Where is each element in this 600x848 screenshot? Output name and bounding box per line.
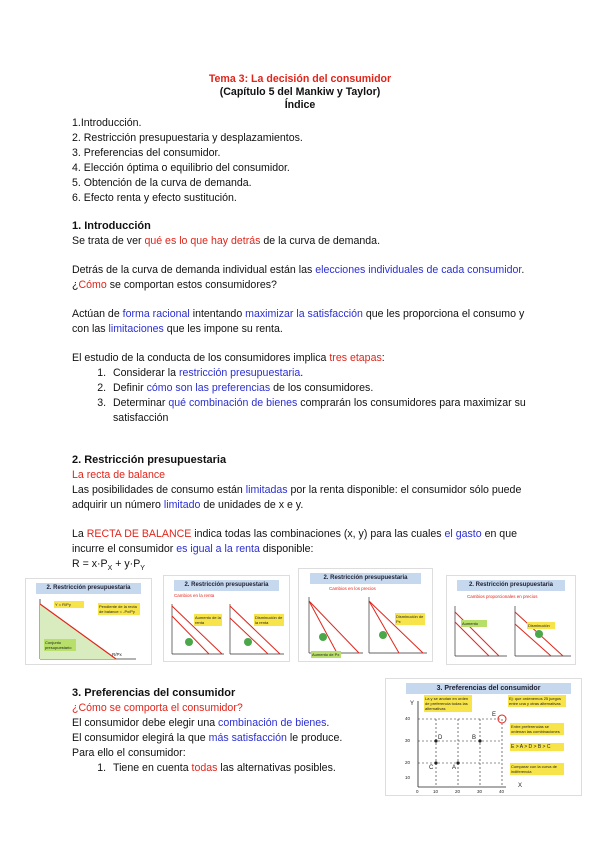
slide-note: Aumento de Px: [312, 652, 340, 657]
x-tick: 10: [433, 789, 439, 794]
steps-list: [72, 761, 372, 776]
index-list: [72, 116, 542, 206]
point-label: A: [452, 765, 457, 771]
y-tick: 10: [405, 775, 411, 780]
slide-thumbnail: [25, 578, 152, 665]
slide-note: Ej: que ordenemos 25 juegos entre una y otras alternativas: [508, 695, 566, 707]
y-tick: 20: [405, 760, 411, 765]
x-tick: 30: [477, 789, 483, 794]
paragraph: ¿Cómo se comportan estos consumidores?: [72, 279, 277, 291]
index-item: 1.Introducción.: [72, 117, 142, 129]
x-axis-label: X: [518, 783, 523, 789]
index-item: 2. Restricción presupuestaria y desplazamientos.: [72, 132, 303, 144]
point-label: D: [438, 735, 443, 741]
paragraph: Las posibilidades de consumo están limitadas por la renta disponible: el consumidor sólo puede adquirir un número limitado de unidades de x e y.: [72, 484, 522, 511]
steps-list: [72, 366, 542, 426]
section-subheading: ¿Cómo se comporta el consumidor?: [72, 702, 243, 714]
section-preferencias: [72, 686, 372, 776]
slide-caption: Cambios en la renta: [174, 593, 215, 598]
slide-title: 2. Restricción presupuestaria: [457, 580, 565, 591]
paragraph: Para ello el consumidor:: [72, 747, 186, 759]
slide-note: Entre preferencias se ordenan las combinaciones: [510, 723, 564, 735]
paragraph: El consumidor elegirá la que más satisfacción le produce.: [72, 732, 343, 744]
paragraph: El consumidor debe elegir una combinación de bienes.: [72, 717, 330, 729]
slide-title: 3. Preferencias del consumidor: [406, 683, 571, 694]
paragraph: Se trata de ver qué es lo que hay detrás de la curva de demanda.: [72, 235, 381, 247]
index-item: 4. Elección óptima o equilibrio del consumidor.: [72, 162, 290, 174]
axis-label: R/Px: [112, 652, 122, 657]
y-tick: 30: [405, 738, 411, 743]
budget-line-chart: [26, 579, 151, 664]
slide-note: Pendiente de la recta de balance = -Px/Py: [98, 603, 140, 615]
slide-note: Y = R/Py: [54, 601, 84, 608]
slide-title: 2. Restricción presupuestaria: [310, 573, 422, 584]
section-introduccion: [72, 219, 542, 426]
slide-note: Disminución de Px: [396, 614, 424, 624]
list-item: 3. Determinar qué combinación de bienes comprarán los consumidores para maximizar su satisfacción: [109, 396, 542, 426]
point-label: E: [492, 712, 497, 718]
slide-note: Comparar con la curva de indiferencia: [510, 763, 564, 775]
index-item: 3. Preferencias del consumidor.: [72, 147, 221, 159]
list-item: 2. Definir cómo son las preferencias de los consumidores.: [109, 381, 542, 396]
slide-note: E > A > D > B > C: [510, 743, 564, 751]
paragraph: La RECTA DE BALANCE indica todas las combinaciones (x, y) para las cuales el gasto en que incurre el consumidor es igual a la renta disponible:: [72, 528, 517, 555]
slide-note: La y se anotan en orden de preferencia todas las alternativas: [424, 695, 472, 712]
doc-title: Tema 3: La decisión del consumidor: [208, 73, 392, 85]
slide-note: Aumento de la renta: [195, 615, 221, 625]
y-tick: 40: [405, 716, 411, 721]
slide-title: 2. Restricción presupuestaria: [36, 583, 141, 594]
document-header: [0, 73, 600, 112]
section-restriccion: [72, 453, 542, 576]
list-item: 1. Tiene en cuenta todas las alternativas posibles.: [109, 761, 372, 776]
doc-subtitle: (Capítulo 5 del Mankiw y Taylor): [219, 86, 381, 98]
section-subheading: La recta de balance: [72, 469, 166, 481]
slide-thumbnail: [446, 575, 576, 665]
slide-thumbnail: [298, 568, 433, 662]
x-tick: 0: [416, 789, 419, 794]
list-item: 1. Considerar la restricción presupuestaria.: [109, 366, 542, 381]
y-axis-label: Y: [410, 701, 415, 707]
slide-caption: Cambios en los precios: [329, 586, 376, 591]
point-label: B: [472, 735, 477, 741]
index-item: 6. Efecto renta y efecto sustitución.: [72, 192, 237, 204]
index-item: 5. Obtención de la curva de demanda.: [72, 177, 252, 189]
paragraph: Actúan de forma racional intentando maximizar la satisfacción que les proporciona el consumo y con las limitaciones que les impone su renta.: [72, 308, 525, 335]
slide-caption: Cambios proporcionales en precios: [467, 594, 538, 599]
slide-note: Disminución: [527, 622, 555, 629]
slide-note: Conjunto presupuestario: [44, 639, 76, 651]
slide-title: 2. Restricción presupuestaria: [174, 580, 279, 591]
preferences-slide: [385, 678, 582, 796]
slide-note: Aumento: [461, 620, 487, 627]
index-heading: Índice: [284, 99, 316, 111]
paragraph: Detrás de la curva de demanda individual están las elecciones individuales de cada consumidor.: [72, 264, 525, 276]
point-label: C: [429, 765, 434, 771]
paragraph: El estudio de la conducta de los consumidores implica tres etapas:: [72, 352, 385, 364]
x-tick: 40: [499, 789, 505, 794]
budget-formula: $R = x\cdot P_X + y\cdot P_Y$: [72, 558, 145, 573]
section-heading: 1. Introducción: [72, 220, 151, 232]
section-heading: 2. Restricción presupuestaria: [72, 454, 227, 466]
slide-note: Disminución de la renta: [255, 615, 283, 625]
slide-thumbnail: [163, 575, 290, 662]
section-heading: 3. Preferencias del consumidor: [72, 687, 236, 699]
x-tick: 20: [455, 789, 461, 794]
